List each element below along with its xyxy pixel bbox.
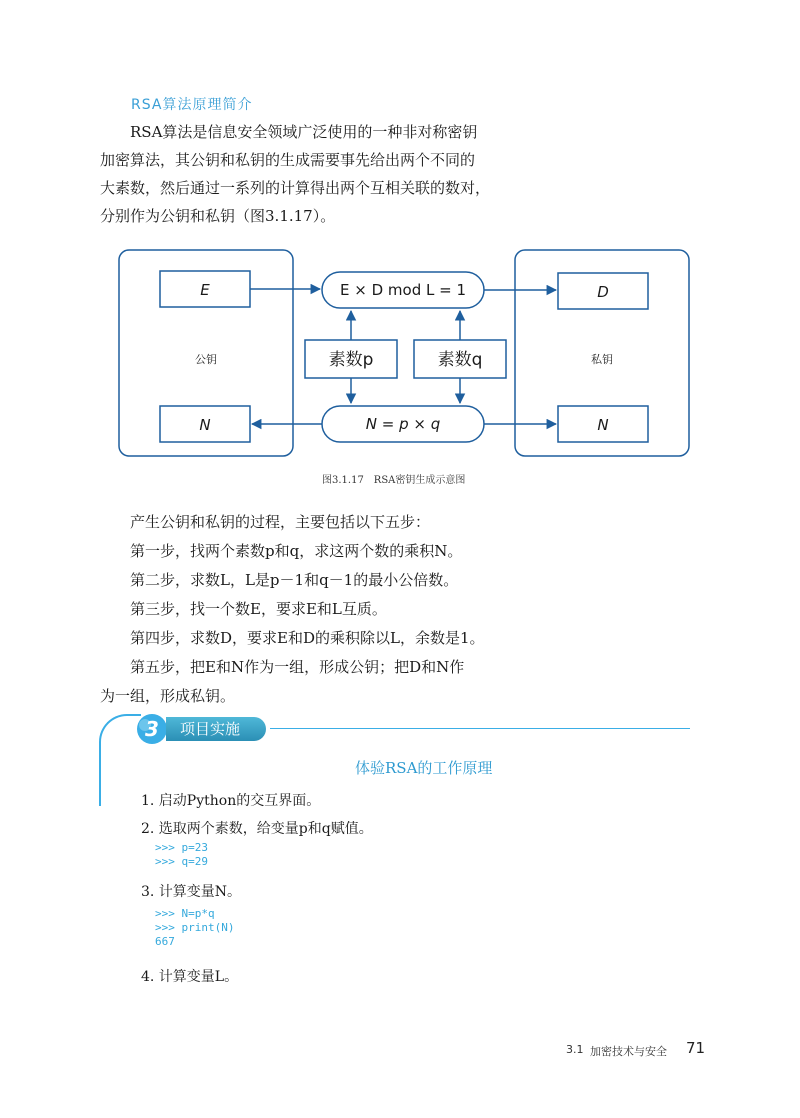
- intro-line: 加密算法，其公钥和私钥的生成需要事先给出两个不同的: [100, 151, 476, 169]
- footer-chapter-title: 加密技术与安全: [590, 1045, 667, 1058]
- project-divider: [270, 728, 690, 729]
- project-subtitle: 体验RSA的工作原理: [355, 759, 493, 777]
- step-line: 第三步，找一个数E，要求E和L互质。: [130, 600, 387, 618]
- step-line: 第五步，把E和N作为一组，形成公钥；把D和N作: [130, 658, 465, 676]
- task-item: 3. 计算变量N。: [141, 884, 242, 900]
- public-key-label: 公钥: [195, 353, 217, 366]
- box-e-label: E: [200, 281, 210, 299]
- intro-line: RSA算法是信息安全领域广泛使用的一种非对称密钥: [130, 123, 478, 141]
- private-key-label: 私钥: [591, 353, 613, 366]
- formula-bottom-label: N = p × q: [365, 415, 441, 433]
- step-line: 为一组，形成私钥。: [100, 687, 236, 705]
- task-item: 2. 选取两个素数，给变量p和q赋值。: [141, 821, 373, 837]
- prime-q-label: 素数q: [437, 350, 483, 370]
- figure-caption: 图3.1.17 RSA密钥生成示意图: [322, 475, 466, 486]
- intro-line: 分别作为公钥和私钥（图3.1.17）。: [100, 207, 336, 225]
- intro-line: 大素数，然后通过一系列的计算得出两个互相关联的数对，: [100, 179, 491, 197]
- task-item: 4. 计算变量L。: [141, 969, 239, 985]
- box-n-left-label: N: [199, 416, 211, 434]
- formula-top-label: E × D mod L = 1: [340, 281, 466, 299]
- rsa-key-generation-diagram: [100, 244, 700, 464]
- footer-section-number: 3.1: [566, 1043, 584, 1056]
- code-block: >>> p=23 >>> q=29: [155, 841, 208, 868]
- step-line: 第二步，求数L，L是p－1和q－1的最小公倍数。: [130, 571, 459, 589]
- section-title: RSA算法原理简介: [131, 97, 253, 113]
- box-n-right-label: N: [597, 416, 609, 434]
- page-number: 71: [686, 1039, 706, 1057]
- code-block: >>> N=p*q >>> print(N) 667: [155, 907, 235, 948]
- task-item: 1. 启动Python的交互界面。: [141, 793, 321, 809]
- intro-paragraph: [100, 118, 510, 230]
- prime-p-label: 素数p: [328, 350, 374, 370]
- box-d-label: D: [597, 283, 609, 301]
- step-line: 产生公钥和私钥的过程，主要包括以下五步：: [130, 513, 431, 531]
- project-badge-number: 3: [145, 717, 159, 741]
- step-line: 第一步，找两个素数p和q，求这两个数的乘积N。: [130, 542, 463, 560]
- step-line: 第四步，求数D，要求E和D的乘积除以L，余数是1。: [130, 629, 485, 647]
- project-label: 项目实施: [166, 717, 266, 741]
- steps-list: [100, 508, 510, 711]
